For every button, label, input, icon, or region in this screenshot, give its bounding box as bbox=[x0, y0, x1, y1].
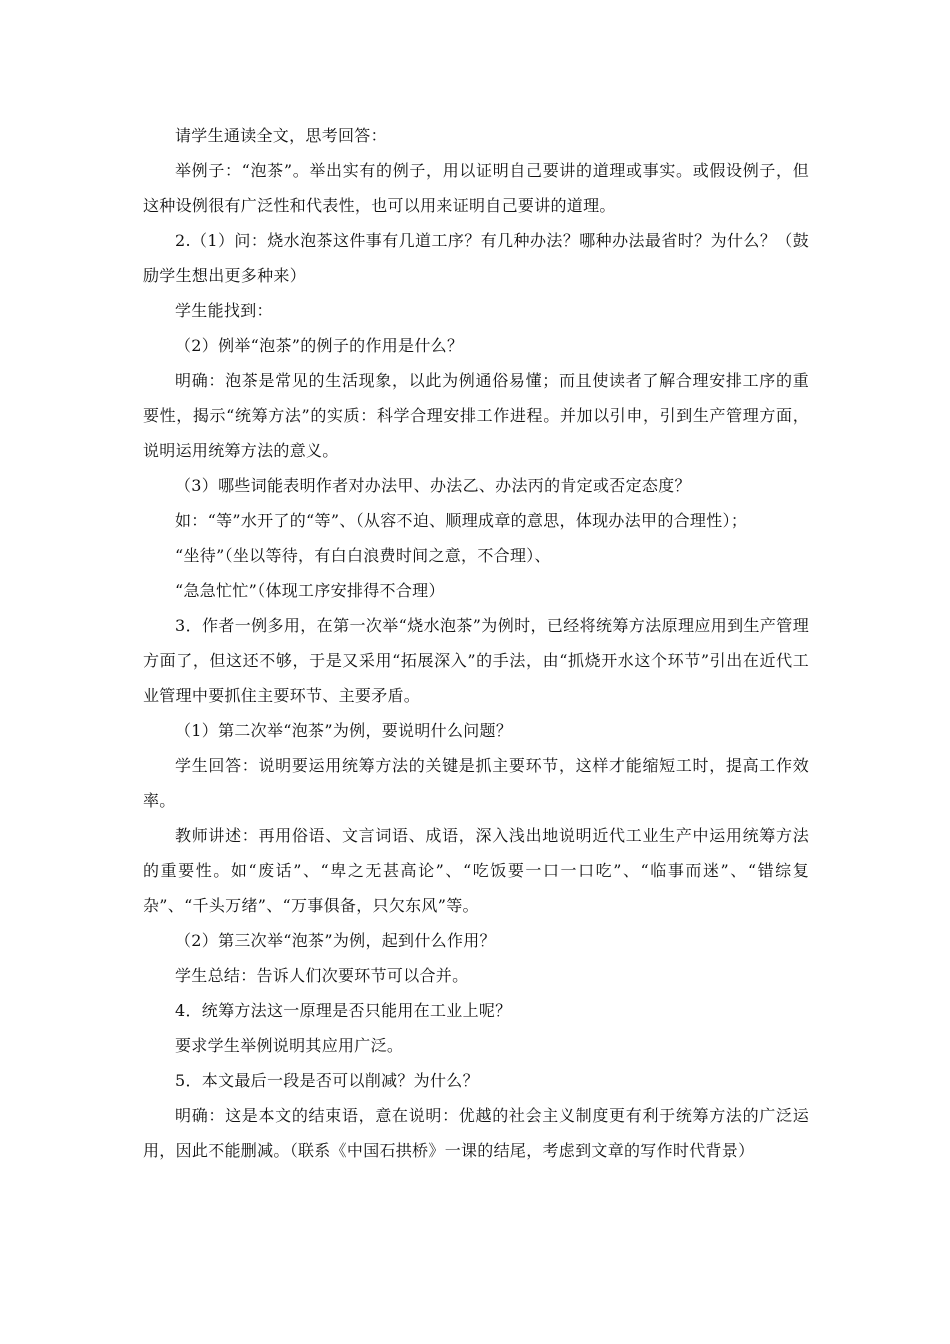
paragraph: 学生总结：告诉人们次要环节可以合并。 bbox=[175, 966, 469, 985]
paragraph: 明确：泡茶是常见的生活现象，以此为例通俗易懂；而且使读者了解合理安排工序的重要性，揭示“统筹方法”的实质：科学合理安排工作进程。并加以引申，引到生产管理方面，说明运用统筹方法的意义。 bbox=[143, 371, 809, 460]
paragraph: 如：“等”水开了的“等”、（从容不迫、顺理成章的意思，体现办法甲的合理性）； bbox=[175, 511, 748, 530]
paragraph: 教师讲述：再用俗语、文言词语、成语，深入浅出地说明近代工业生产中运用统筹方法的重要性。如“废话”、“卑之无甚高论”、“吃饭要一口一口吃”、“临事而迷”、“错综复杂”、“千头万绪”、“万事俱备，只欠东风”等。 bbox=[143, 826, 809, 915]
paragraph: 2.（1）问：烧水泡茶这件事有几道工序？有几种办法？哪种办法最省时？为什么？（鼓励学生想出更多种来） bbox=[143, 231, 809, 285]
paragraph: （2）第三次举“泡茶”为例，起到什么作用？ bbox=[175, 931, 496, 950]
paragraph: “坐待”（坐以等待，有白白浪费时间之意，不合理）、 bbox=[175, 546, 551, 565]
paragraph: 请学生通读全文，思考回答： bbox=[175, 126, 387, 145]
paragraph: 4．统筹方法这一原理是否只能用在工业上呢？ bbox=[175, 1001, 512, 1020]
paragraph: 3．作者一例多用，在第一次举“烧水泡茶”为例时，已经将统筹方法原理应用到生产管理方面了，但这还不够，于是又采用“拓展深入”的手法，由“抓烧开水这个环节”引出在近代工业管理中要抓住主要环节、主要矛盾。 bbox=[143, 616, 809, 705]
paragraph: “急急忙忙”（体现工序安排得不合理） bbox=[175, 581, 445, 600]
paragraph: 5．本文最后一段是否可以削减？为什么？ bbox=[175, 1071, 479, 1090]
paragraph: 明确：这是本文的结束语，意在说明：优越的社会主义制度更有利于统筹方法的广泛运用，因此不能删减。（联系《中国石拱桥》一课的结尾，考虑到文章的写作时代背景） bbox=[143, 1106, 809, 1160]
paragraph: （2）例举“泡茶”的例子的作用是什么？ bbox=[175, 336, 464, 355]
paragraph: 举例子：“泡茶”。举出实有的例子，用以证明自己要讲的道理或事实。或假设例子，但这种设例很有广泛性和代表性，也可以用来证明自己要讲的道理。 bbox=[143, 161, 809, 215]
document-body bbox=[143, 118, 809, 1168]
paragraph: （3）哪些词能表明作者对办法甲、办法乙、办法丙的肯定或否定态度？ bbox=[175, 476, 691, 495]
paragraph: 学生能找到： bbox=[175, 301, 273, 320]
paragraph: 学生回答：说明要运用统筹方法的关键是抓主要环节，这样才能缩短工时，提高工作效率。 bbox=[143, 756, 809, 810]
paragraph: （1）第二次举“泡茶”为例，要说明什么问题？ bbox=[175, 721, 513, 740]
paragraph: 要求学生举例说明其应用广泛。 bbox=[175, 1036, 404, 1055]
